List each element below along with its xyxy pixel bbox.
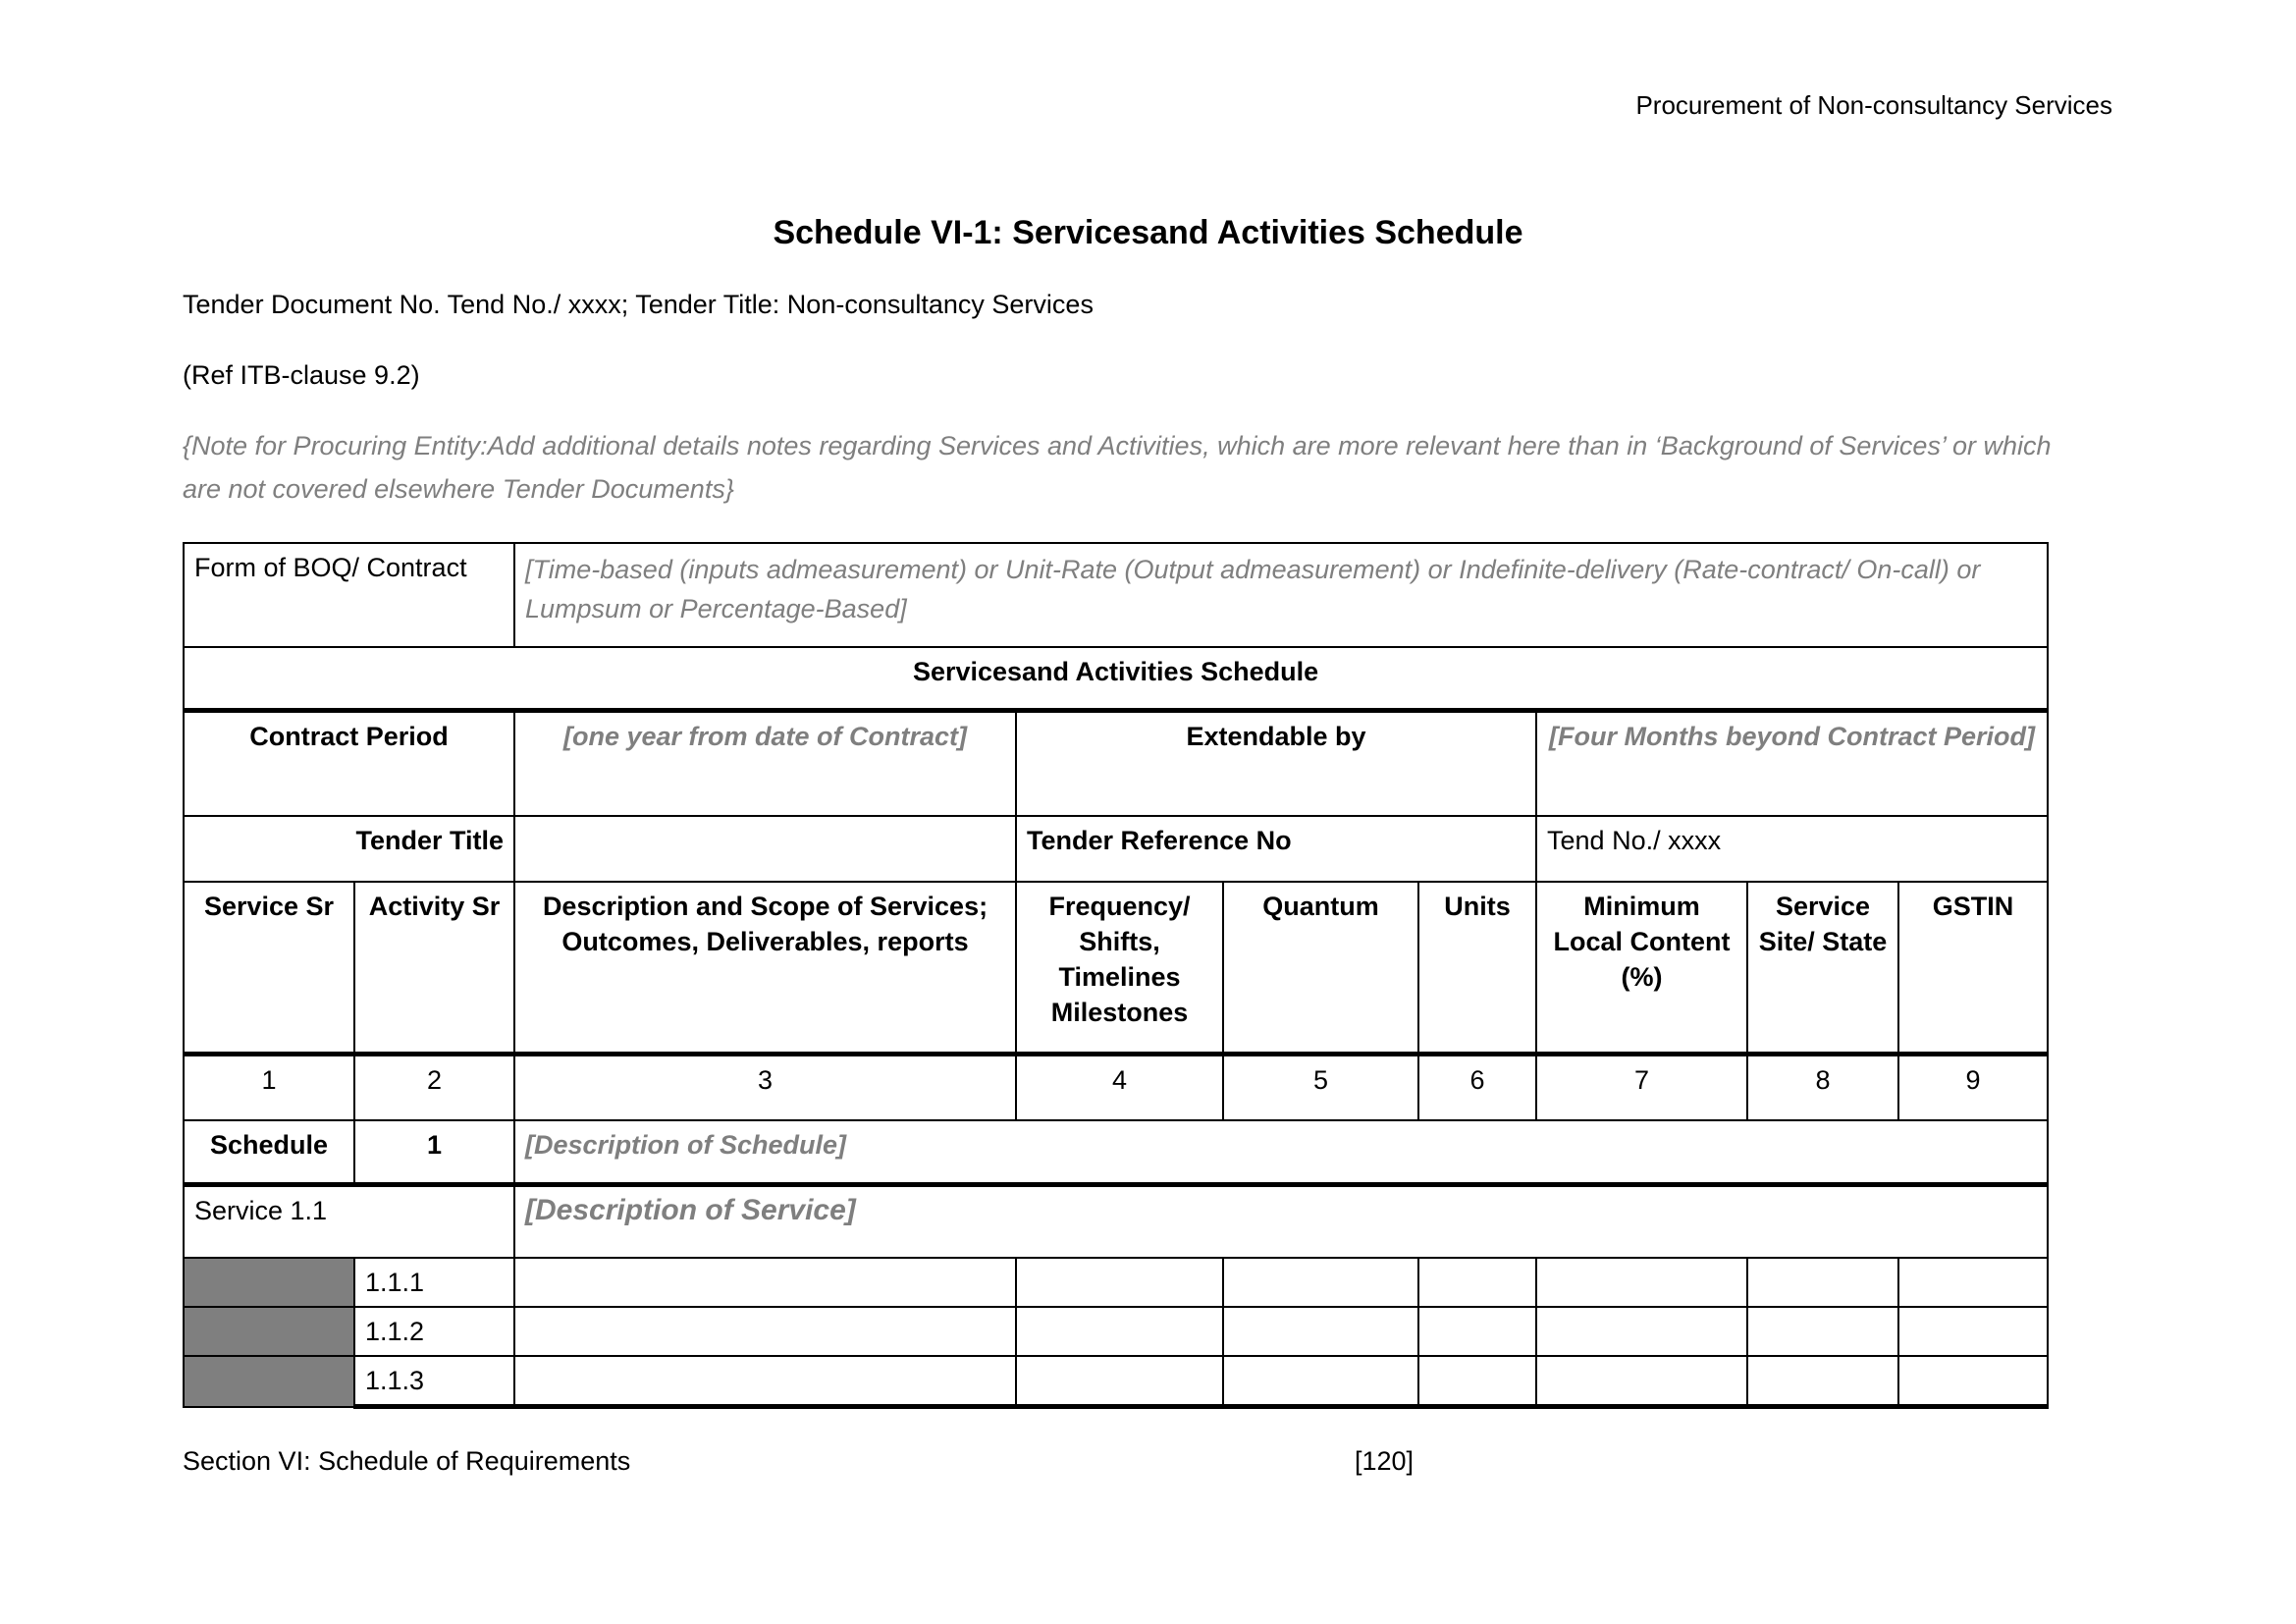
service-description: [Description of Service] bbox=[514, 1184, 2048, 1258]
empty-cell bbox=[1747, 1356, 1898, 1407]
column-number-6: 6 bbox=[1418, 1054, 1536, 1120]
footer-section-label: Section VI: Schedule of Requirements bbox=[183, 1446, 631, 1476]
activity-gray-cell bbox=[184, 1307, 354, 1356]
activity-serial: 1.1.3 bbox=[354, 1356, 514, 1407]
tender-document-line: Tender Document No. Tend No./ xxxx; Tender Title: Non-consultancy Services bbox=[183, 290, 1094, 319]
schedule-description: [Description of Schedule] bbox=[514, 1120, 2048, 1184]
form-of-boq-row bbox=[184, 543, 2048, 647]
column-number-row bbox=[184, 1054, 2048, 1120]
empty-cell bbox=[1016, 1258, 1223, 1307]
schedule-serial: 1 bbox=[354, 1120, 514, 1184]
activity-row-2 bbox=[184, 1307, 2048, 1356]
empty-cell bbox=[1536, 1307, 1747, 1356]
page-header-text: Procurement of Non-consultancy Services bbox=[1635, 90, 2112, 120]
section-title-row bbox=[184, 647, 2048, 710]
activity-serial: 1.1.2 bbox=[354, 1307, 514, 1356]
schedule-label: Schedule bbox=[184, 1120, 354, 1184]
section-title-cell: Servicesand Activities Schedule bbox=[184, 647, 2048, 710]
tender-title-value-cell bbox=[514, 816, 1016, 882]
contract-period-label: Contract Period bbox=[184, 710, 514, 816]
empty-cell bbox=[1418, 1307, 1536, 1356]
empty-cell bbox=[514, 1356, 1016, 1407]
activity-row-3 bbox=[184, 1356, 2048, 1407]
column-header-row bbox=[184, 882, 2048, 1054]
tender-reference-value: Tend No./ xxxx bbox=[1536, 816, 2048, 882]
activity-gray-cell bbox=[184, 1356, 354, 1407]
page-title: Schedule VI-1: Servicesand Activities Schedule bbox=[773, 214, 1523, 251]
empty-cell bbox=[1418, 1258, 1536, 1307]
footer-page-number: [120] bbox=[1355, 1446, 1415, 1476]
empty-cell bbox=[514, 1258, 1016, 1307]
empty-cell bbox=[1898, 1356, 2048, 1407]
empty-cell bbox=[1418, 1356, 1536, 1407]
column-header-frequency: Frequency/ Shifts, Timelines Milestones bbox=[1016, 882, 1223, 1054]
empty-cell bbox=[1223, 1307, 1418, 1356]
column-number-2: 2 bbox=[354, 1054, 514, 1120]
activity-row-1 bbox=[184, 1258, 2048, 1307]
empty-cell bbox=[1536, 1356, 1747, 1407]
column-number-9: 9 bbox=[1898, 1054, 2048, 1120]
empty-cell bbox=[514, 1307, 1016, 1356]
column-header-min-local-content: Minimum Local Content (%) bbox=[1536, 882, 1747, 1054]
empty-cell bbox=[1898, 1307, 2048, 1356]
tender-reference-label: Tender Reference No bbox=[1016, 816, 1536, 882]
empty-cell bbox=[1223, 1258, 1418, 1307]
empty-cell bbox=[1747, 1258, 1898, 1307]
column-header-units: Units bbox=[1418, 882, 1536, 1054]
empty-cell bbox=[1898, 1258, 2048, 1307]
empty-cell bbox=[1016, 1307, 1223, 1356]
service-label: Service 1.1 bbox=[184, 1184, 514, 1258]
column-header-activity-sr: Activity Sr bbox=[354, 882, 514, 1054]
empty-cell bbox=[1747, 1307, 1898, 1356]
column-header-service-site: Service Site/ State bbox=[1747, 882, 1898, 1054]
empty-cell bbox=[1536, 1258, 1747, 1307]
extendable-by-label: Extendable by bbox=[1016, 710, 1536, 816]
empty-cell bbox=[1223, 1356, 1418, 1407]
column-header-service-sr: Service Sr bbox=[184, 882, 354, 1054]
tender-title-row bbox=[184, 816, 2048, 882]
empty-cell bbox=[1016, 1356, 1223, 1407]
contract-period-value: [one year from date of Contract] bbox=[514, 710, 1016, 816]
form-of-boq-value: [Time-based (inputs admeasurement) or Unit-Rate (Output admeasurement) or Indefinite-delivery (Rate-contract/ On-call) or Lumpsum or Percentage-Based] bbox=[514, 543, 2048, 647]
column-header-quantum: Quantum bbox=[1223, 882, 1418, 1054]
column-number-1: 1 bbox=[184, 1054, 354, 1120]
services-activities-table bbox=[183, 542, 2049, 1409]
form-of-boq-label: Form of BOQ/ Contract bbox=[184, 543, 514, 647]
schedule-row bbox=[184, 1120, 2048, 1184]
column-number-3: 3 bbox=[514, 1054, 1016, 1120]
contract-period-row bbox=[184, 710, 2048, 816]
column-header-description: Description and Scope of Services; Outcomes, Deliverables, reports bbox=[514, 882, 1016, 1054]
column-number-4: 4 bbox=[1016, 1054, 1223, 1120]
extendable-by-value: [Four Months beyond Contract Period] bbox=[1536, 710, 2048, 816]
column-header-gstin: GSTIN bbox=[1898, 882, 2048, 1054]
tender-title-label: Tender Title bbox=[184, 816, 514, 882]
activity-serial: 1.1.1 bbox=[354, 1258, 514, 1307]
column-number-5: 5 bbox=[1223, 1054, 1418, 1120]
page-footer bbox=[183, 1446, 2115, 1477]
procuring-entity-note: {Note for Procuring Entity:Add additional details notes regarding Services and Activities, which are more relevant here than in ‘Background of Services’ or which are not covered elsewhere Tender Documents} bbox=[183, 431, 2052, 504]
column-number-8: 8 bbox=[1747, 1054, 1898, 1120]
activity-gray-cell bbox=[184, 1258, 354, 1307]
itb-clause-reference: (Ref ITB-clause 9.2) bbox=[183, 360, 420, 390]
service-row bbox=[184, 1184, 2048, 1258]
column-number-7: 7 bbox=[1536, 1054, 1747, 1120]
